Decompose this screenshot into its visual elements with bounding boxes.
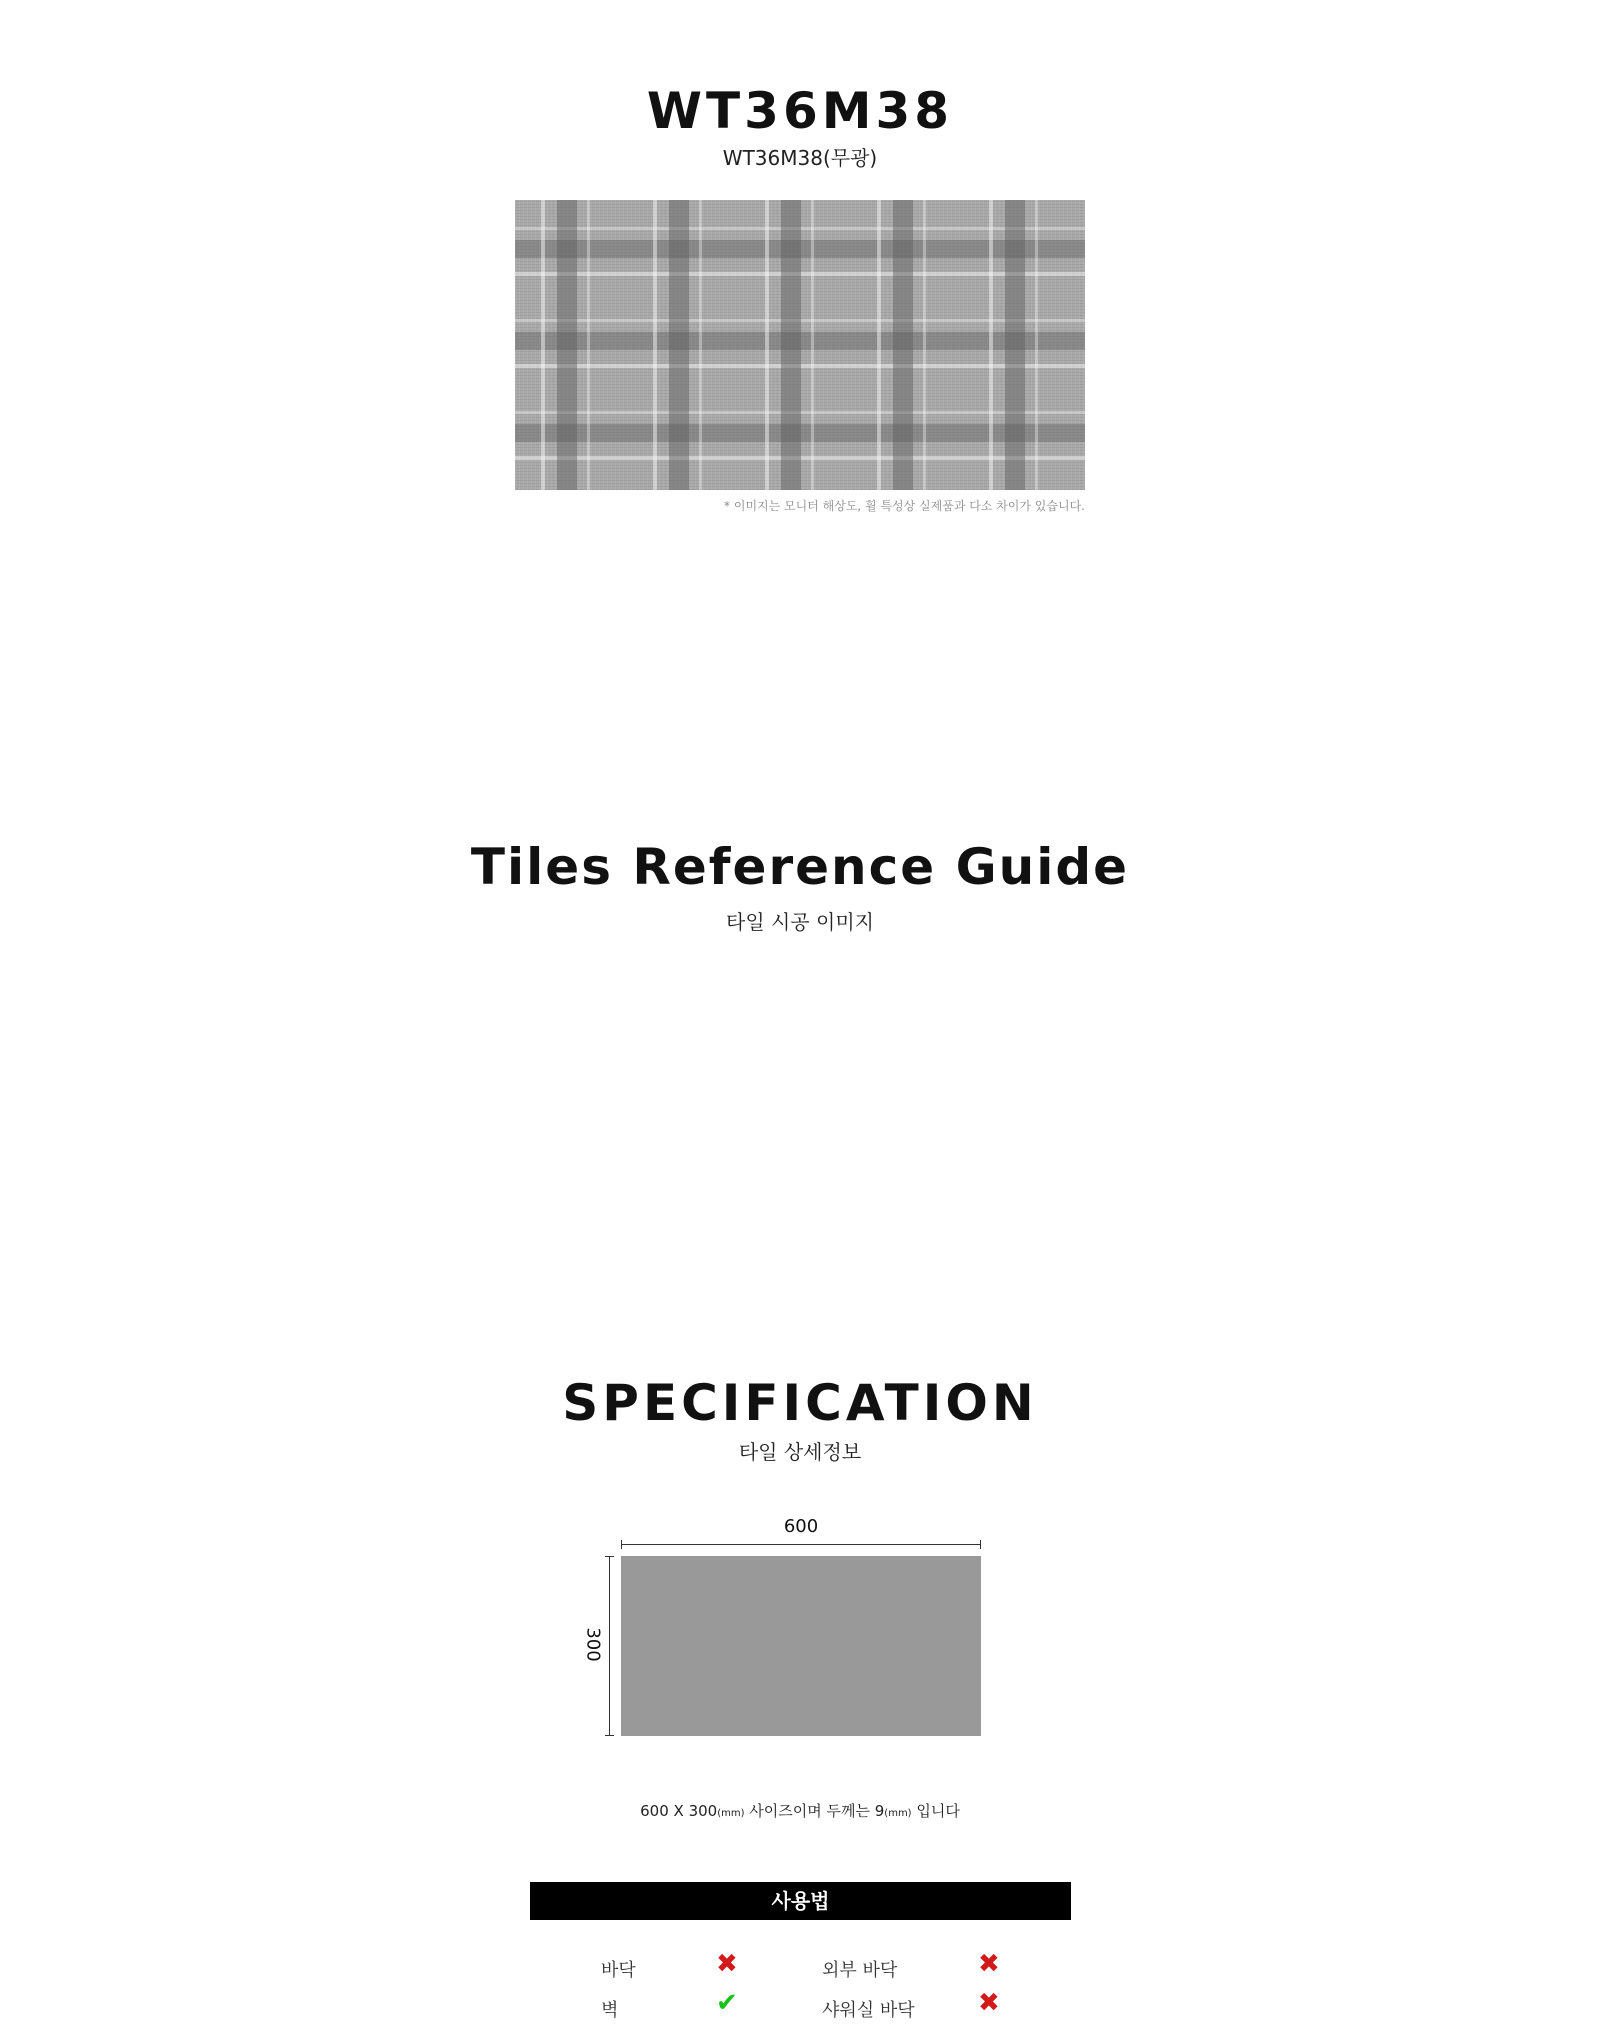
tile-product-image: [515, 200, 1085, 490]
size-value: 600 X 300: [640, 1802, 718, 1820]
x-icon: ✖: [716, 1949, 738, 1979]
width-dimension-label: 600: [783, 1516, 819, 1537]
x-icon: ✖: [978, 1949, 1000, 1979]
tile-size-diagram: [621, 1556, 981, 1736]
size-unit: (mm): [717, 1808, 745, 1819]
usage-item-shower-floor-label: 샤워실 바닥: [822, 2000, 915, 2021]
reference-guide-title: Tiles Reference Guide: [470, 838, 1130, 896]
thickness-text: 사이즈이며 두께는 9: [744, 1802, 885, 1820]
usage-item-floor-label: 바닥: [601, 1960, 636, 1981]
usage-item-exterior-floor-label: 외부 바닥: [822, 1960, 898, 1981]
reference-guide-subtitle: 타일 시공 이미지: [726, 910, 874, 934]
size-text-end: 입니다: [911, 1802, 960, 1820]
image-disclaimer: * 이미지는 모니터 해상도, 휠 특성상 실제품과 다소 차이가 있습니다.: [724, 499, 1085, 513]
height-dimension-line: [609, 1556, 610, 1736]
thickness-unit: (mm): [884, 1808, 912, 1819]
specification-subtitle: 타일 상세정보: [738, 1440, 862, 1464]
height-dimension-label: 300: [582, 1627, 604, 1662]
specification-title: SPECIFICATION: [562, 1374, 1038, 1432]
product-code-title: WT36M38: [646, 82, 954, 140]
usage-header: 사용법: [530, 1882, 1071, 1920]
usage-item-wall-label: 벽: [601, 2000, 619, 2021]
size-description: [0, 1800, 1600, 1821]
x-icon: ✖: [978, 1988, 1000, 2018]
width-dimension-line: [621, 1544, 981, 1545]
check-icon: ✔: [716, 1988, 738, 2018]
product-subtitle: WT36M38(무광): [722, 146, 878, 170]
